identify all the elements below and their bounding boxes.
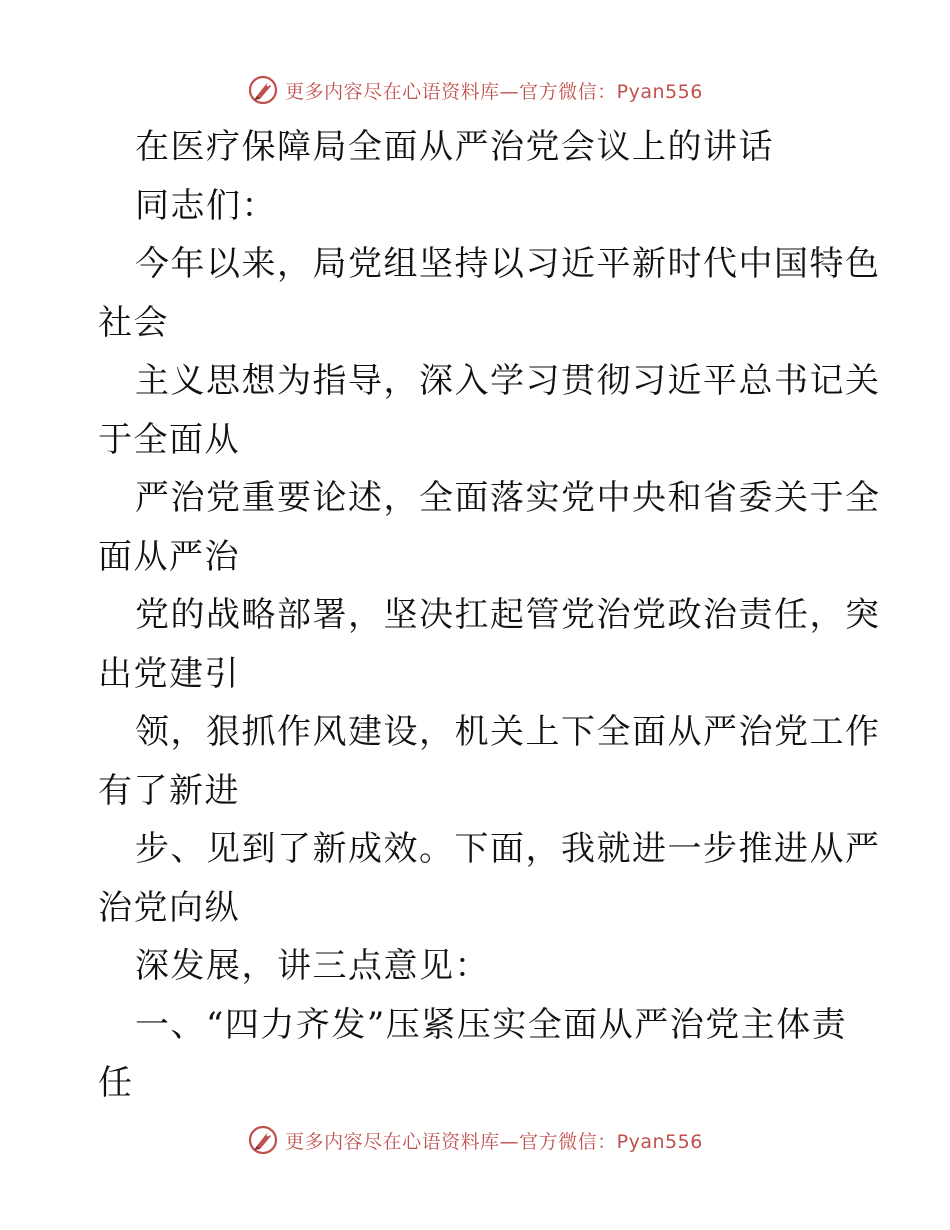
text-line: 一、“四力齐发”压紧压实全面从严治党主体责: [135, 1004, 848, 1045]
footer-banner-text: 更多内容尽在心语资料库—官方微信：Pyan556: [285, 1130, 703, 1153]
header-banner: [0, 70, 950, 110]
text-line: 同志们：: [135, 185, 277, 226]
text-line: 出党建引: [98, 653, 240, 694]
text-line: 主义思想为指导，深入学习贯彻习近平总书记关: [135, 361, 881, 401]
pen-nib-seal-icon: [247, 1124, 279, 1156]
text-line: 治党向纵: [98, 887, 240, 928]
text-line: 有了新进: [98, 770, 240, 811]
header-banner-text: 更多内容尽在心语资料库—官方微信：Pyan556: [285, 80, 703, 103]
text-line: 今年以来，局党组坚持以习近平新时代中国特色: [135, 244, 881, 284]
text-line: 深发展，讲三点意见：: [135, 946, 490, 986]
footer-banner: [0, 1120, 950, 1160]
text-line: 领，狠抓作风建设，机关上下全面从严治党工作: [135, 712, 881, 752]
text-line: 社会: [98, 302, 169, 343]
document-body: [98, 118, 881, 1113]
text-line: 党的战略部署，坚决扛起管党治党政治责任，突: [135, 595, 881, 635]
text-line: 严治党重要论述，全面落实党中央和省委关于全: [135, 478, 881, 518]
text-line: 任: [98, 1063, 134, 1103]
text-line: 面从严治: [98, 536, 240, 577]
text-line: 步、见到了新成效。下面，我就进一步推进从严: [135, 829, 881, 869]
text-line: 于全面从: [98, 419, 240, 460]
pen-nib-seal-icon: [247, 74, 279, 106]
document-title: 在医疗保障局全面从严治党会议上的讲话: [135, 127, 774, 167]
